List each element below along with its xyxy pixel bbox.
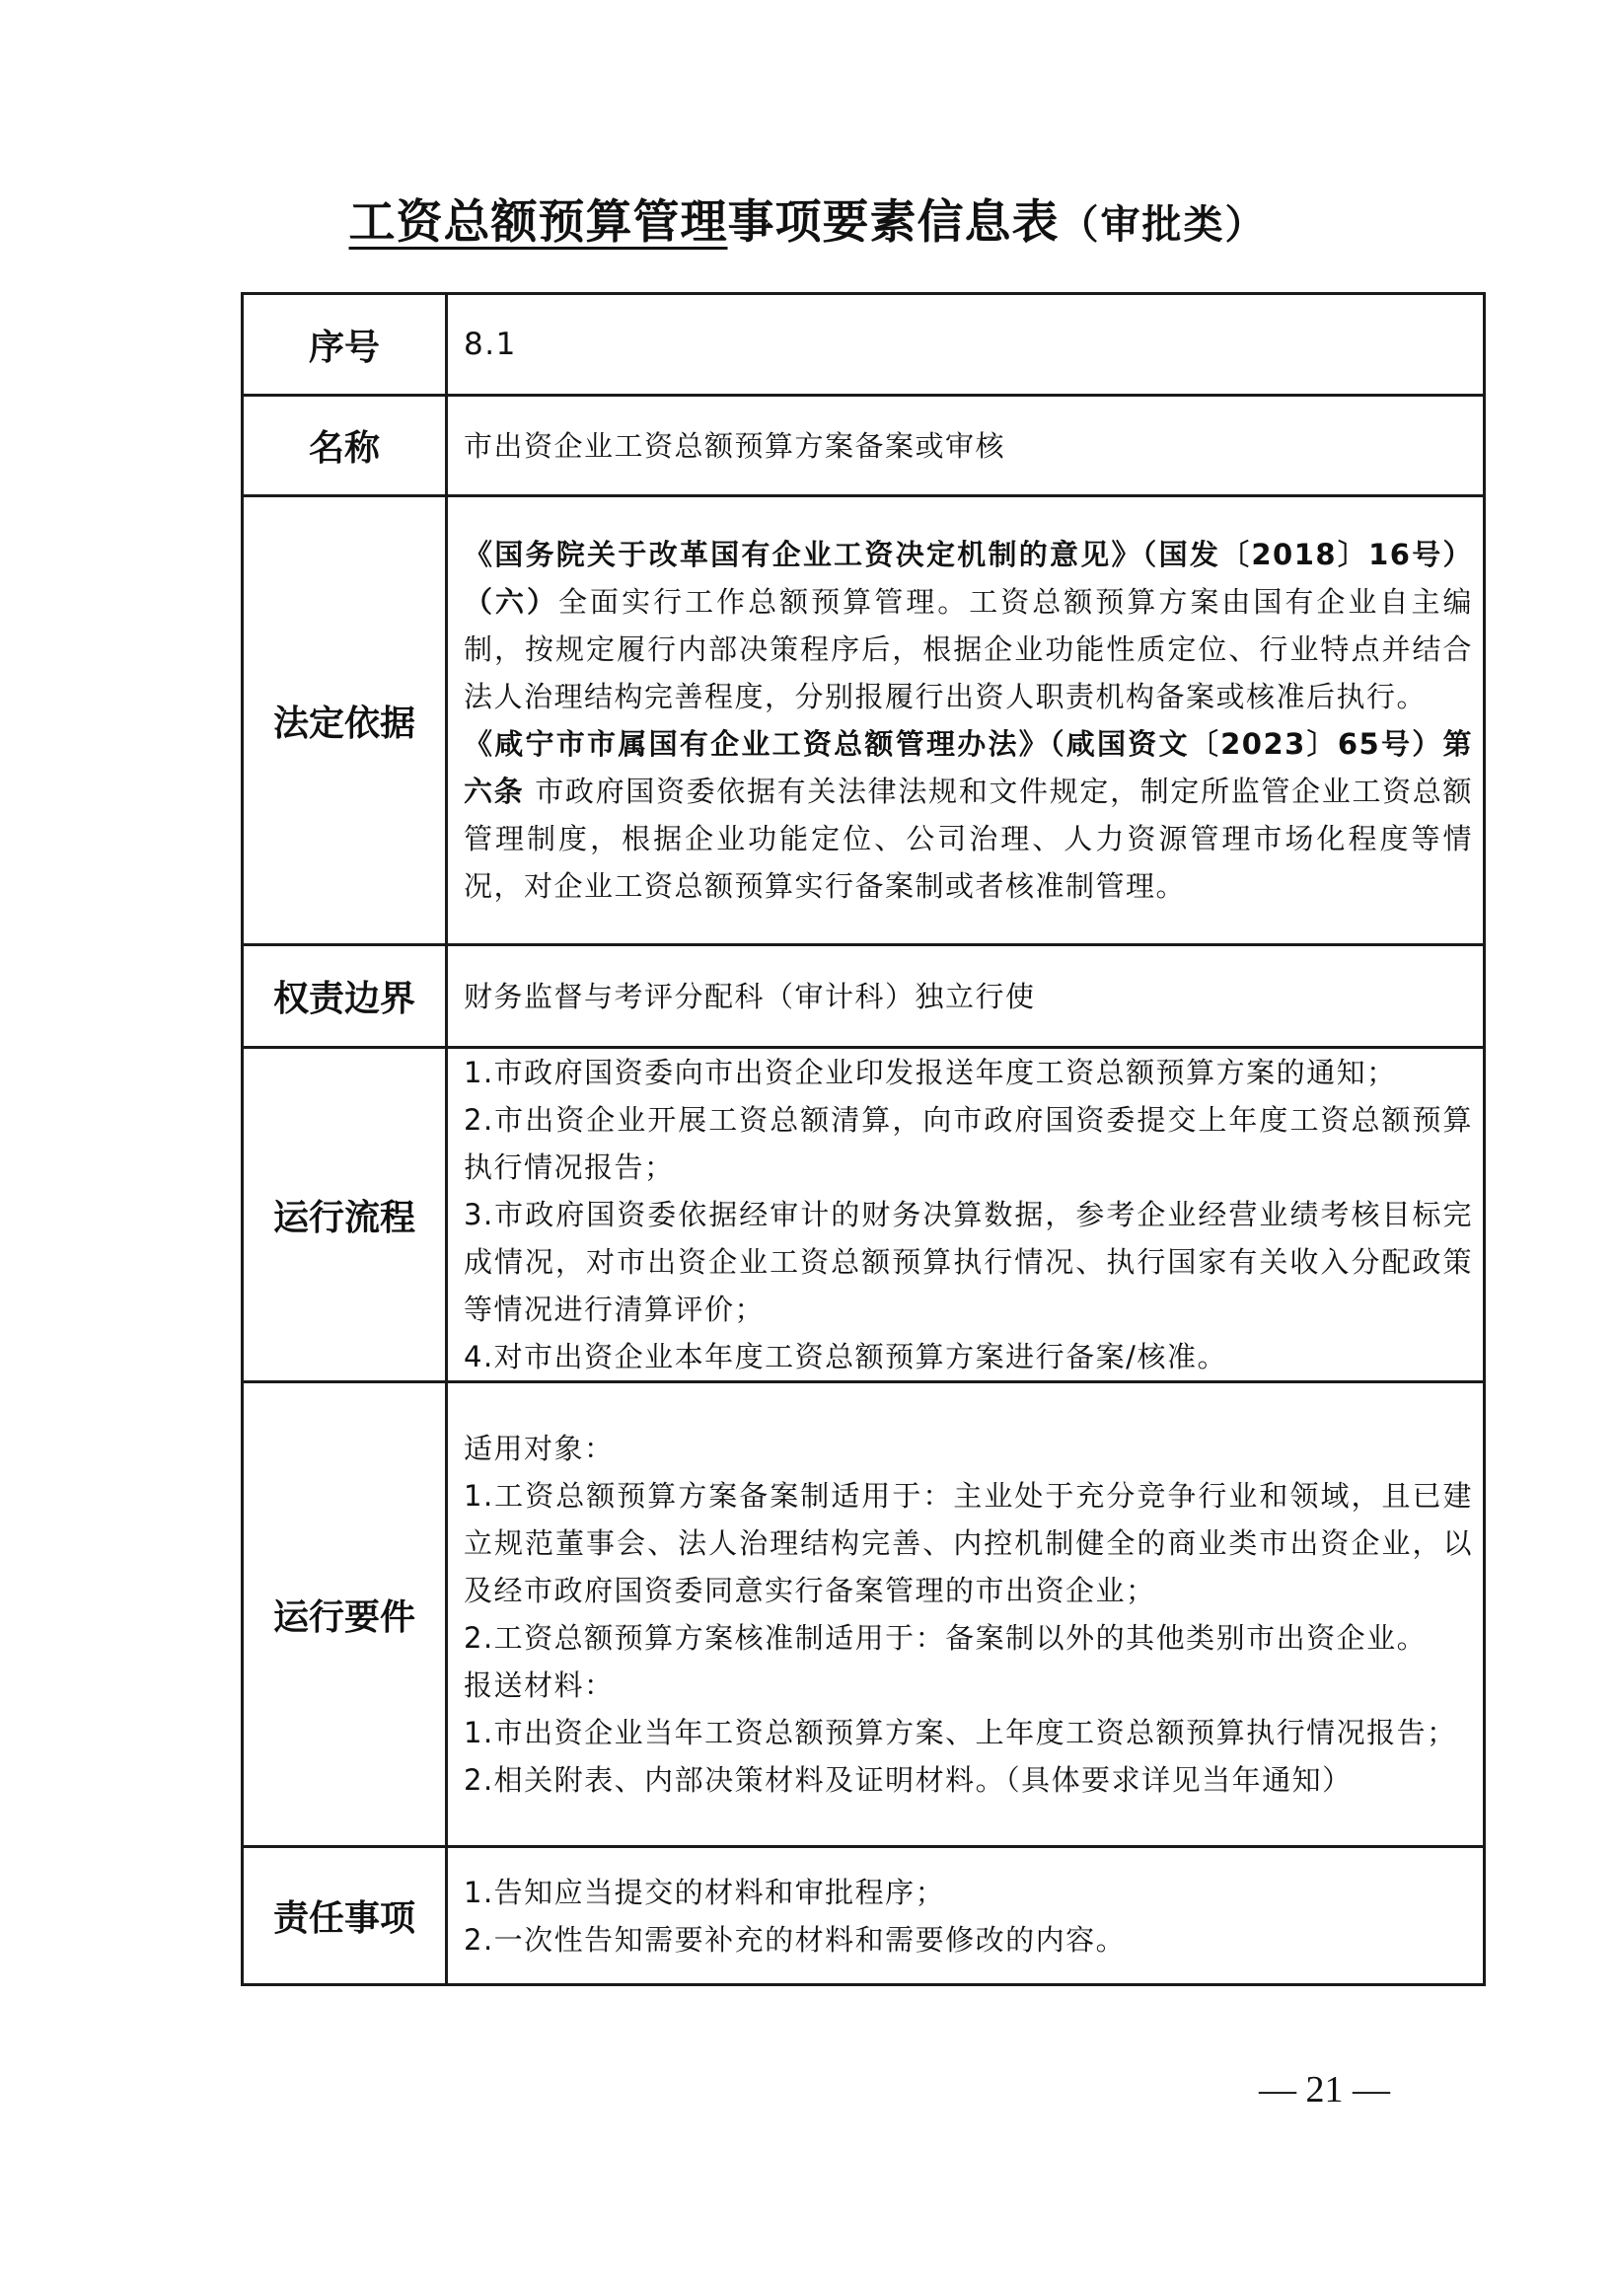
legal-doc2-title: 《咸宁市市属国有企业工资总额管理办法》（咸国资文〔2023〕65号） [464,727,1443,761]
process-item: 4.对市出资企业本年度工资总额预算方案进行备案/核准。 [464,1340,1227,1373]
responsibility-label: 责任事项 [243,1847,447,1985]
applicable-item: 1.工资总额预算方案备案制适用于：主业处于充分竞争行业和领域，且已建立规范董事会、法人治理结构完善、内控机制健全的商业类市出资企业，以及经市政府国资委同意实行备案管理的市出资企业； [464,1479,1473,1607]
requirements-content [447,1382,1485,1847]
materials-item: 1.市出资企业当年工资总额预算方案、上年度工资总额预算执行情况报告； [464,1716,1457,1749]
row-responsibility [243,1847,1485,1985]
materials-item: 2.相关附表、内部决策材料及证明材料。（具体要求详见当年通知） [464,1763,1353,1797]
process-label: 运行流程 [243,1048,447,1382]
title-suffix: （审批类） [1059,202,1267,248]
responsibility-item: 1.告知应当提交的材料和审批程序； [464,1875,946,1909]
row-authority [243,945,1485,1048]
legal-doc1 [464,531,1473,720]
process-item: 2.市出资企业开展工资总额清算，向市政府国资委提交上年度工资总额预算执行情况报告； [464,1103,1473,1184]
page-number: — 21 — [1259,2069,1390,2111]
title-rest: 事项要素信息表 [727,195,1060,250]
authority-label: 权责边界 [243,945,447,1048]
seq-value: 8.1 [447,294,1485,396]
row-legal-basis [243,496,1485,945]
seq-label: 序号 [243,294,447,396]
title-underlined: 工资总额预算管理 [348,195,728,250]
requirements-label: 运行要件 [243,1382,447,1847]
row-name [243,396,1485,496]
materials-heading: 报送材料： [464,1668,615,1702]
row-requirements [243,1382,1485,1847]
row-process [243,1048,1485,1382]
name-value: 市出资企业工资总额预算方案备案或审核 [447,396,1485,496]
process-item: 3.市政府国资委依据经审计的财务决算数据，参考企业经营业绩考核目标完成情况，对市出资企业工资总额预算执行情况、执行国家有关收入分配政策等情况进行清算评价； [464,1198,1473,1326]
document-title [0,185,1615,252]
legal-content [447,496,1485,945]
authority-value: 财务监督与考评分配科（审计科）独立行使 [447,945,1485,1048]
legal-doc2-text: 市政府国资委依据有关法律法规和文件规定，制定所监管企业工资总额管理制度，根据企业功能定位、公司治理、人力资源管理市场化程度等情况，对企业工资总额预算实行备案制或者核准制管理。 [464,775,1473,903]
responsibility-content [447,1847,1485,1985]
legal-doc2-clause: 第六条 [464,727,1473,808]
info-table [241,292,1486,1986]
name-label: 名称 [243,396,447,496]
responsibility-item: 2.一次性告知需要补充的材料和需要修改的内容。 [464,1922,1127,1957]
row-seq [243,294,1485,396]
legal-label: 法定依据 [243,496,447,945]
process-item: 1.市政府国资委向市出资企业印发报送年度工资总额预算方案的通知； [464,1056,1397,1089]
applicable-item: 2.工资总额预算方案核准制适用于：备案制以外的其他类别市出资企业。 [464,1621,1428,1655]
legal-doc1-text: 全面实行工作总额预算管理。工资总额预算方案由国有企业自主编制，按规定履行内部决策程序后，根据企业功能性质定位、行业特点并结合法人治理结构完善程度，分别报履行出资人职责机构备案或核准后执行。 [464,585,1473,713]
process-content [447,1048,1485,1382]
applicable-heading: 适用对象： [464,1432,615,1465]
legal-doc1-title: 《国务院关于改革国有企业工资决定机制的意见》（国发〔2018〕16号）（六） [464,538,1473,619]
legal-doc2 [464,720,1473,910]
